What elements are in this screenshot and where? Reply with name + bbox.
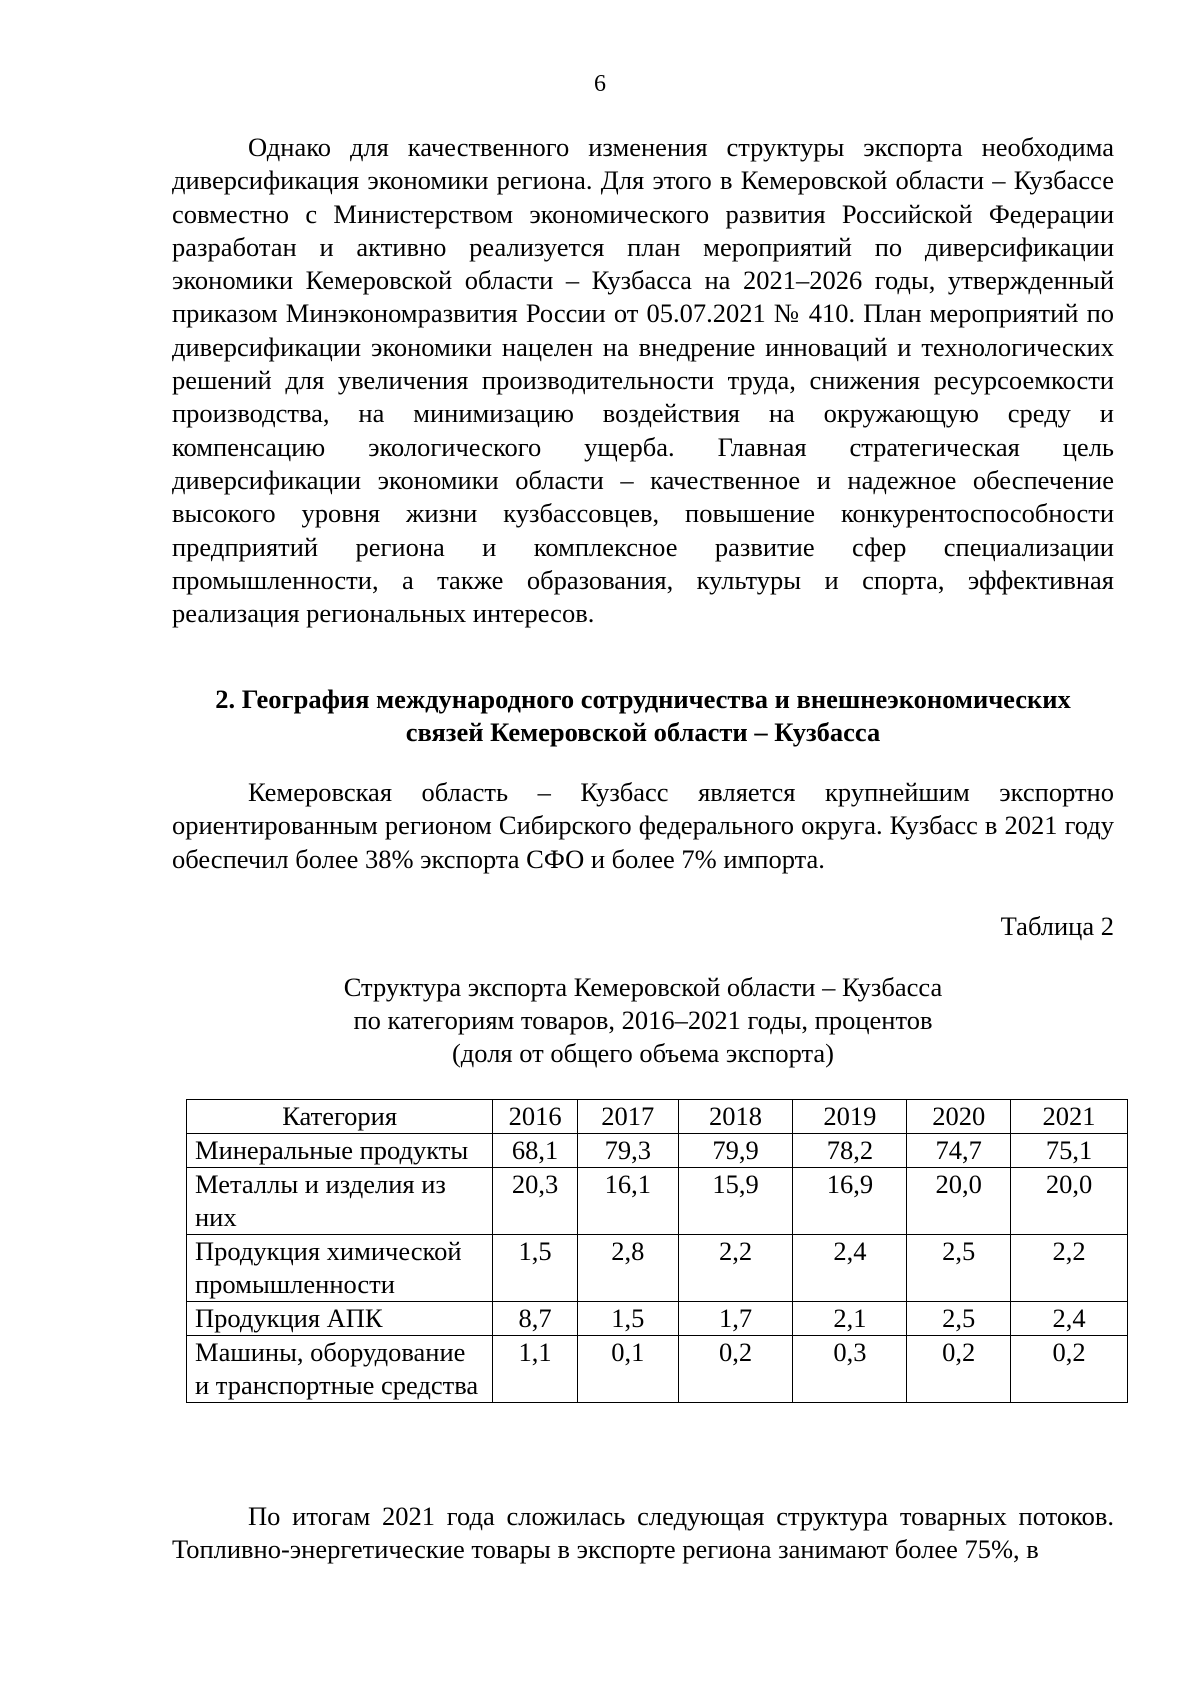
value-cell: 79,9 bbox=[678, 1134, 793, 1168]
table-row bbox=[187, 1134, 1128, 1168]
header-year: 2018 bbox=[678, 1100, 793, 1134]
table-caption-line-1: Структура экспорта Кемеровской области – Кузбасса bbox=[343, 972, 943, 1002]
header-category: Категория bbox=[187, 1100, 493, 1134]
table-caption bbox=[172, 971, 1114, 1070]
value-cell: 16,9 bbox=[793, 1168, 907, 1235]
header-year: 2017 bbox=[577, 1100, 678, 1134]
value-cell: 2,5 bbox=[907, 1235, 1011, 1302]
section-heading bbox=[172, 683, 1114, 749]
value-cell: 0,2 bbox=[678, 1336, 793, 1403]
value-cell: 2,4 bbox=[1011, 1302, 1128, 1336]
category-cell: Продукция химической промышленности bbox=[187, 1235, 493, 1302]
table-row bbox=[187, 1235, 1128, 1302]
value-cell: 0,1 bbox=[577, 1336, 678, 1403]
category-cell: Минеральные продукты bbox=[187, 1134, 493, 1168]
value-cell: 2,4 bbox=[793, 1235, 907, 1302]
export-structure-table bbox=[186, 1099, 1128, 1403]
section-heading-line-2: связей Кемеровской области – Кузбасса bbox=[405, 717, 881, 747]
category-cell: Машины, оборудование и транспортные средства bbox=[187, 1336, 493, 1403]
paragraph-commodity-flows: По итогам 2021 года сложилась следующая структура товарных потоков. Топливно-энергетические товары в экспорте региона занимают более 75%, в bbox=[172, 1501, 1114, 1565]
header-year: 2016 bbox=[493, 1100, 578, 1134]
value-cell: 1,5 bbox=[493, 1235, 578, 1302]
table-label: Таблица 2 bbox=[1000, 911, 1114, 941]
value-cell: 2,8 bbox=[577, 1235, 678, 1302]
value-cell: 15,9 bbox=[678, 1168, 793, 1235]
value-cell: 0,3 bbox=[793, 1336, 907, 1403]
value-cell: 1,5 bbox=[577, 1302, 678, 1336]
category-cell: Металлы и изделия из них bbox=[187, 1168, 493, 1235]
value-cell: 20,0 bbox=[907, 1168, 1011, 1235]
value-cell: 2,2 bbox=[678, 1235, 793, 1302]
table-header-row bbox=[187, 1100, 1128, 1134]
value-cell: 2,5 bbox=[907, 1302, 1011, 1336]
header-year: 2019 bbox=[793, 1100, 907, 1134]
value-cell: 1,1 bbox=[493, 1336, 578, 1403]
value-cell: 68,1 bbox=[493, 1134, 578, 1168]
value-cell: 2,2 bbox=[1011, 1235, 1128, 1302]
table-caption-line-3: (доля от общего объема экспорта) bbox=[451, 1038, 835, 1068]
value-cell: 78,2 bbox=[793, 1134, 907, 1168]
value-cell: 74,7 bbox=[907, 1134, 1011, 1168]
value-cell: 20,0 bbox=[1011, 1168, 1128, 1235]
value-cell: 2,1 bbox=[793, 1302, 907, 1336]
table-row bbox=[187, 1302, 1128, 1336]
value-cell: 79,3 bbox=[577, 1134, 678, 1168]
header-year: 2021 bbox=[1011, 1100, 1128, 1134]
table-caption-line-2: по категориям товаров, 2016–2021 годы, процентов bbox=[353, 1005, 933, 1035]
table-row bbox=[187, 1336, 1128, 1403]
paragraph-export-region: Кемеровская область – Кузбасс является крупнейшим экспортно ориентированным регионом Сибирского федерального округа. Кузбасс в 2021 году обеспечил более 38% экспорта СФО и более 7% импорта. bbox=[172, 777, 1114, 874]
value-cell: 75,1 bbox=[1011, 1134, 1128, 1168]
value-cell: 16,1 bbox=[577, 1168, 678, 1235]
value-cell: 8,7 bbox=[493, 1302, 578, 1336]
section-heading-line-1: 2. География международного сотрудничества и внешнеэкономических bbox=[215, 684, 1071, 714]
value-cell: 0,2 bbox=[907, 1336, 1011, 1403]
value-cell: 20,3 bbox=[493, 1168, 578, 1235]
value-cell: 1,7 bbox=[678, 1302, 793, 1336]
category-cell: Продукция АПК bbox=[187, 1302, 493, 1336]
page-number: 6 bbox=[594, 71, 606, 97]
table-row bbox=[187, 1168, 1128, 1235]
header-year: 2020 bbox=[907, 1100, 1011, 1134]
value-cell: 0,2 bbox=[1011, 1336, 1128, 1403]
paragraph-diversification: Однако для качественного изменения структуры экспорта необходима диверсификация экономики региона. Для этого в Кемеровской области – Кузбассе совместно с Министерством экономического развития Российской Федерации разработан и активно реализуется план мероприятий по диверсификации экономики Кемеровской области – Кузбасса на 2021–2026 годы, утвержденный приказом Минэкономразвития России от 05.07.2021 № 410. План мероприятий по диверсификации экономики нацелен на внедрение инноваций и технологических решений для увеличения производительности труда, снижения ресурсоемкости производства, на минимизацию воздействия на окружающую среду и компенсацию экологического ущерба. Главная стратегическая цель диверсификации экономики области – качественное и надежное обеспечение высокого уровня жизни кузбассовцев, повышение конкурентоспособности предприятий региона и комплексное развитие сфер специализации промышленности, а также образования, культуры и спорта, эффективная реализация региональных интересов. bbox=[172, 132, 1114, 629]
